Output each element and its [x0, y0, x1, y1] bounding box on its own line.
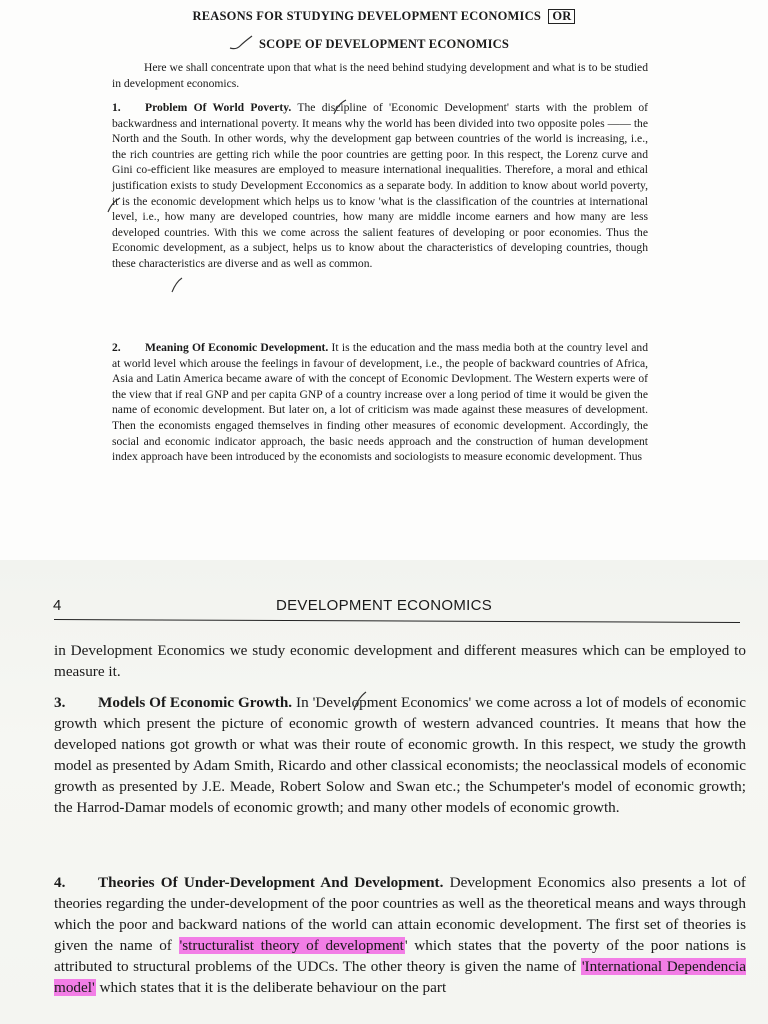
paragraph-number: 4.	[54, 874, 66, 891]
paragraph-world-poverty	[112, 100, 648, 272]
paragraph-meaning-development	[112, 340, 648, 465]
section-subtitle: SCOPE OF DEVELOPMENT ECONOMICS	[258, 37, 510, 51]
paragraph-body: Development Economics also presents a lot of theories regarding the under-development of the poor countries as well as the theoretical means and ways through which the poor and backward nations of the world can attain economic development. The first set of theories is given the name of	[54, 874, 746, 954]
paragraph-number: 1.	[112, 101, 121, 114]
highlighted-phrase: 'structuralist theory of development	[179, 936, 404, 954]
paragraph-body: which states that it is the deliberate behaviour on the part	[95, 978, 447, 996]
paragraph-heading: Problem Of World Poverty.	[145, 101, 292, 114]
intro-paragraph: Here we shall concentrate upon that what is the need behind studying development and what is to be studied in development economics.	[112, 61, 648, 90]
running-title: DEVELOPMENT ECONOMICS	[275, 597, 493, 614]
paragraph-body: ' which states that the poverty of the poor nations is attributed to structural problems of the UDCs. The other theory is given the name of	[54, 936, 746, 975]
paragraph-heading: Theories Of Under-Development And Development.	[98, 874, 444, 891]
paragraph-underdevelopment-theories	[54, 873, 746, 998]
paragraph-number: 2.	[112, 341, 121, 354]
paragraph-body: It is the education and the mass media both at the country level and at world level which arouse the feelings in favour of development, i.e., the people of backward countries of Africa, Asia and Latin America became aware of with the concept of Economic Devlopment. The Western experts were of the view that if real GNP and per capita GNP of a country increase over a long period of time it would be given the name of economic development. But later on, a lot of criticism was made against these measures of development. Then the economists engaged themselves in finding other measures of economic development. Accordingly, the social and economic indicator approach, the basic needs approach and the construction of human development index approach have been introduced by the economists and sociologists to measure economic development. Thus	[112, 341, 648, 464]
or-box: OR	[548, 9, 575, 24]
section-title	[0, 9, 768, 24]
continuation-paragraph: in Development Economics we study economic development and different measures which can be employed to measure it.	[54, 642, 746, 680]
section-title-text: REASONS FOR STUDYING DEVELOPMENT ECONOMICS	[192, 9, 541, 23]
paragraph-number: 3.	[54, 694, 66, 711]
paragraph-heading: Meaning Of Economic Development.	[145, 341, 329, 354]
highlighted-phrase: 'International Dependencia model'	[54, 957, 746, 996]
paragraph-heading: Models Of Economic Growth.	[98, 694, 293, 711]
page-number: 4	[53, 597, 62, 614]
paragraph-body: In 'Development Economics' we come across a lot of models of economic growth which present the picture of economic growth of western advanced countries. It means that how the developed nations got growth or what was their route of economic growth. In this respect, we study the growth model as presented by Adam Smith, Ricardo and other classical economists; the neoclassical models of economic growth as presented by J.E. Meade, Robert Solow and Swan etc.; the Schumpeter's model of economic growth; the Harrod-Damar models of economic growth; and many other models of economic growth.	[54, 694, 746, 816]
paragraph-growth-models	[54, 693, 746, 818]
paragraph-body: The discipline of 'Economic Development' starts with the problem of backwardness and international poverty. It means why the world has been divided into two opposite poles —— the North and the South. In other words, why the development gap between countries of the world is increasing, i.e., the rich countries are getting rich while the poor countries are getting poor. In this respect, the Lorenz curve and Gini co-efficient like measures are employed to measure international inequalities. Therefore, a moral and ethical justification exists to study Development Ecconomics as a separate body. In addition to know about world poverty, it is the economic development which helps us to know 'what is the classification of the countries at international level, i.e., how many are developed countries, how many are middle income earners and how many are less developed countries. With this we come across the salient features of developing or poor economies. Thus the Economic development, as a subject, helps us to know about the characteristics of developing countries, though these characteristics are diverse and as well as common.	[112, 101, 648, 270]
